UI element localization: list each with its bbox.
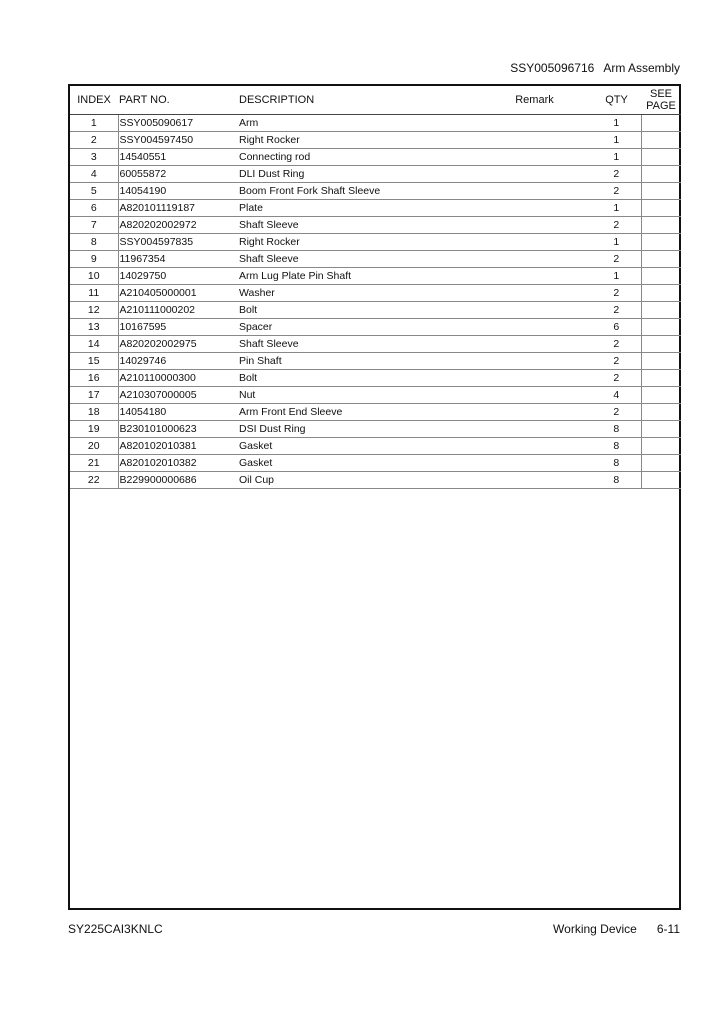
cell-description: Arm Front End Sleeve [238,404,477,421]
cell-index: 17 [70,387,118,404]
cell-remark [477,183,592,200]
cell-part-no: SSY004597835 [118,234,238,251]
cell-qty: 2 [592,217,641,234]
cell-qty: 1 [592,149,641,166]
cell-description: Shaft Sleeve [238,217,477,234]
cell-part-no: B230101000623 [118,421,238,438]
cell-see-page [641,438,681,455]
cell-remark [477,217,592,234]
table-row [70,472,681,489]
cell-qty: 6 [592,319,641,336]
cell-index: 16 [70,370,118,387]
document-code: SSY005096716 [510,61,595,75]
cell-see-page [641,353,681,370]
cell-part-no: SSY004597450 [118,132,238,149]
table-row [70,166,681,183]
cell-qty: 2 [592,251,641,268]
cell-index: 11 [70,285,118,302]
cell-description: DSI Dust Ring [238,421,477,438]
cell-description: Shaft Sleeve [238,251,477,268]
cell-index: 21 [70,455,118,472]
cell-see-page [641,455,681,472]
table-row [70,183,681,200]
cell-part-no: 14029750 [118,268,238,285]
cell-qty: 2 [592,370,641,387]
table-row [70,251,681,268]
cell-index: 12 [70,302,118,319]
cell-qty: 1 [592,115,641,132]
table-row [70,234,681,251]
cell-description: Arm Lug Plate Pin Shaft [238,268,477,285]
cell-remark [477,319,592,336]
cell-index: 10 [70,268,118,285]
see-page-line-2: PAGE [646,100,676,112]
cell-part-no: A210111000202 [118,302,238,319]
cell-index: 3 [70,149,118,166]
cell-description: Plate [238,200,477,217]
cell-index: 5 [70,183,118,200]
table-row [70,285,681,302]
cell-part-no: A820101119187 [118,200,238,217]
cell-description: Bolt [238,370,477,387]
cell-remark [477,268,592,285]
table-row [70,421,681,438]
cell-description: Gasket [238,455,477,472]
cell-description: Spacer [238,319,477,336]
cell-see-page [641,166,681,183]
page-number: 6-11 [656,922,680,936]
see-page-line-1: SEE [649,88,672,100]
cell-index: 7 [70,217,118,234]
cell-part-no: A820202002975 [118,336,238,353]
cell-description: Pin Shaft [238,353,477,370]
column-header-remark: Remark [477,86,592,115]
cell-description: Bolt [238,302,477,319]
cell-part-no: 14054180 [118,404,238,421]
table-row [70,438,681,455]
cell-see-page [641,404,681,421]
cell-remark [477,302,592,319]
cell-qty: 1 [592,132,641,149]
cell-qty: 2 [592,183,641,200]
cell-see-page [641,132,681,149]
table-row [70,336,681,353]
cell-remark [477,149,592,166]
cell-qty: 8 [592,455,641,472]
cell-index: 13 [70,319,118,336]
table-row [70,200,681,217]
cell-qty: 2 [592,336,641,353]
cell-remark [477,421,592,438]
table-row [70,353,681,370]
cell-index: 8 [70,234,118,251]
cell-part-no: 11967354 [118,251,238,268]
cell-see-page [641,268,681,285]
table-row [70,319,681,336]
cell-description: Connecting rod [238,149,477,166]
cell-part-no: A820202002972 [118,217,238,234]
cell-see-page [641,217,681,234]
cell-description: Shaft Sleeve [238,336,477,353]
cell-part-no: 14540551 [118,149,238,166]
column-header-description: DESCRIPTION [238,86,477,115]
cell-remark [477,166,592,183]
cell-see-page [641,319,681,336]
cell-remark [477,404,592,421]
cell-qty: 2 [592,166,641,183]
cell-see-page [641,387,681,404]
cell-description: Gasket [238,438,477,455]
cell-see-page [641,115,681,132]
cell-part-no: SSY005090617 [118,115,238,132]
cell-qty: 1 [592,234,641,251]
cell-qty: 1 [592,268,641,285]
table-row [70,268,681,285]
column-header-index: INDEX [70,86,118,115]
cell-description: Oil Cup [238,472,477,489]
table-row [70,217,681,234]
cell-remark [477,234,592,251]
cell-part-no: A820102010381 [118,438,238,455]
cell-part-no: A210307000005 [118,387,238,404]
table-row [70,387,681,404]
cell-part-no: B229900000686 [118,472,238,489]
cell-see-page [641,370,681,387]
cell-remark [477,370,592,387]
cell-see-page [641,149,681,166]
table-row [70,455,681,472]
table-row [70,404,681,421]
cell-qty: 4 [592,387,641,404]
cell-remark [477,336,592,353]
cell-remark [477,472,592,489]
cell-remark [477,285,592,302]
cell-part-no: 14029746 [118,353,238,370]
cell-qty: 2 [592,285,641,302]
cell-index: 18 [70,404,118,421]
footer-section: Working Device [553,922,637,936]
cell-index: 4 [70,166,118,183]
cell-part-no: A820102010382 [118,455,238,472]
cell-qty: 8 [592,421,641,438]
cell-description: Right Rocker [238,234,477,251]
cell-remark [477,132,592,149]
cell-qty: 2 [592,302,641,319]
cell-see-page [641,336,681,353]
footer-right [553,922,680,936]
cell-part-no: A210405000001 [118,285,238,302]
cell-remark [477,200,592,217]
cell-remark [477,115,592,132]
cell-index: 14 [70,336,118,353]
cell-description: DLI Dust Ring [238,166,477,183]
cell-remark [477,387,592,404]
parts-list-frame [68,84,681,910]
cell-see-page [641,421,681,438]
table-row [70,149,681,166]
column-header-qty: QTY [592,86,641,115]
cell-description: Right Rocker [238,132,477,149]
parts-table [70,86,681,489]
parts-table-body [70,115,681,489]
table-row [70,370,681,387]
cell-remark [477,455,592,472]
cell-remark [477,438,592,455]
cell-part-no: 10167595 [118,319,238,336]
table-row [70,302,681,319]
cell-qty: 2 [592,404,641,421]
cell-part-no: A210110000300 [118,370,238,387]
column-header-see-page [641,86,681,115]
cell-see-page [641,200,681,217]
cell-description: Nut [238,387,477,404]
column-header-part-no: PART NO. [118,86,238,115]
cell-part-no: 60055872 [118,166,238,183]
cell-qty: 8 [592,438,641,455]
cell-see-page [641,234,681,251]
cell-description: Boom Front Fork Shaft Sleeve [238,183,477,200]
cell-index: 9 [70,251,118,268]
cell-see-page [641,302,681,319]
cell-see-page [641,183,681,200]
cell-qty: 1 [592,200,641,217]
cell-index: 1 [70,115,118,132]
cell-description: Arm [238,115,477,132]
table-header-row [70,86,681,115]
cell-remark [477,251,592,268]
cell-index: 6 [70,200,118,217]
cell-description: Washer [238,285,477,302]
cell-see-page [641,285,681,302]
page-header [510,61,680,75]
cell-see-page [641,251,681,268]
cell-index: 22 [70,472,118,489]
cell-see-page [641,472,681,489]
cell-index: 20 [70,438,118,455]
cell-qty: 8 [592,472,641,489]
footer-model: SY225CAI3KNLC [68,922,163,936]
cell-qty: 2 [592,353,641,370]
table-row [70,132,681,149]
assembly-title: Arm Assembly [603,61,680,75]
cell-index: 15 [70,353,118,370]
cell-remark [477,353,592,370]
cell-index: 2 [70,132,118,149]
table-row [70,115,681,132]
cell-part-no: 14054190 [118,183,238,200]
cell-index: 19 [70,421,118,438]
